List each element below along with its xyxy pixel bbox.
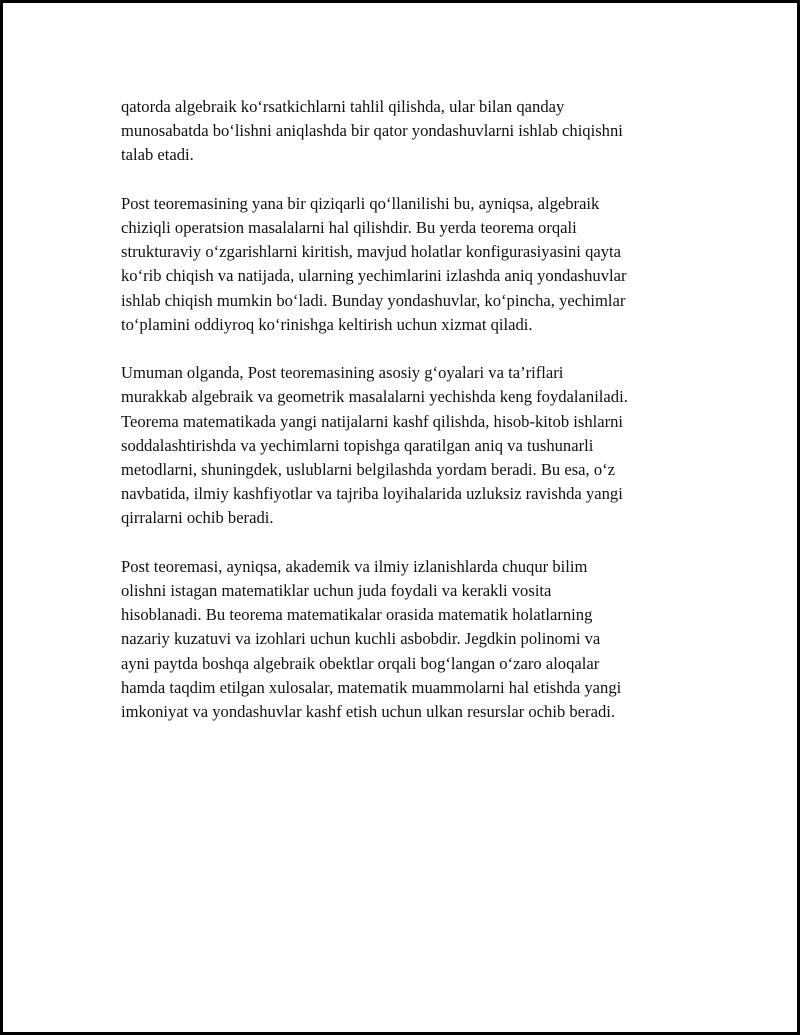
text-line: ayni paytda boshqa algebraik obektlar orqali bog‘langan o‘zaro aloqalar [121, 653, 600, 673]
text-line: Umuman olganda, Post teoremasining asosiy g‘oyalari va ta’riflari [121, 363, 564, 383]
text-line: talab etadi. [121, 145, 194, 165]
text-line: munosabatda bo‘lishni aniqlashda bir qator yondashuvlarni ishlab chiqishni [121, 121, 623, 141]
text-line: ishlab chiqish mumkin bo‘ladi. Bunday yondashuvlar, ko‘pincha, yechimlar [121, 290, 626, 310]
text-line: hamda taqdim etilgan xulosalar, matematik muammolarni hal etishda yangi [121, 677, 622, 697]
text-line: murakkab algebraik va geometrik masalalarni yechishda keng foydalaniladi. [121, 387, 628, 407]
paragraph-3 [121, 361, 693, 530]
text-line: strukturaviy o‘zgarishlarni kiritish, mavjud holatlar konfigurasiyasini qayta [121, 242, 622, 262]
text-line: hisoblanadi. Bu teorema matematikalar orasida matematik holatlarning [121, 605, 593, 625]
paragraph-2 [121, 192, 693, 337]
text-line: Teorema matematikada yangi natijalarni kashf qilishda, hisob-kitob ishlarni [121, 411, 624, 431]
text-line: olishni istagan matematiklar uchun juda foydali va kerakli vosita [121, 581, 552, 601]
text-line: navbatida, ilmiy kashfiyotlar va tajriba loyihalarida uzluksiz ravishda yangi [121, 484, 623, 504]
document-body [121, 95, 693, 748]
text-line: to‘plamini oddiyroq ko‘rinishga keltirish uchun xizmat qiladi. [121, 314, 533, 334]
paragraph-4 [121, 555, 693, 724]
text-line: soddalashtirishda va yechimlarni topishga qaratilgan aniq va tushunarli [121, 435, 594, 455]
text-line: imkoniyat va yondashuvlar kashf etish uchun ulkan resurslar ochib beradi. [121, 702, 615, 722]
text-line: metodlarni, shuningdek, uslublarni belgilashda yordam beradi. Bu esa, o‘z [121, 460, 616, 480]
text-line: qirralarni ochib beradi. [121, 508, 274, 528]
text-line: qatorda algebraik ko‘rsatkichlarni tahlil qilishda, ular bilan qanday [121, 97, 565, 116]
text-line: chiziqli operatsion masalalarni hal qilishdir. Bu yerda teorema orqali [121, 218, 577, 237]
text-line: Post teoremasining yana bir qiziqarli qo‘llanilishi bu, ayniqsa, algebraik [121, 193, 600, 213]
text-line: Post teoremasi, ayniqsa, akademik va ilmiy izlanishlarda chuqur bilim [121, 556, 588, 576]
text-line: nazariy kuzatuvi va izohlari uchun kuchli asbobdir. Jegdkin polinomi va [121, 629, 601, 649]
paragraph-1 [121, 95, 693, 168]
text-line: ko‘rib chiqish va natijada, ularning yechimlarini izlashda aniq yondashuvlar [121, 266, 627, 286]
